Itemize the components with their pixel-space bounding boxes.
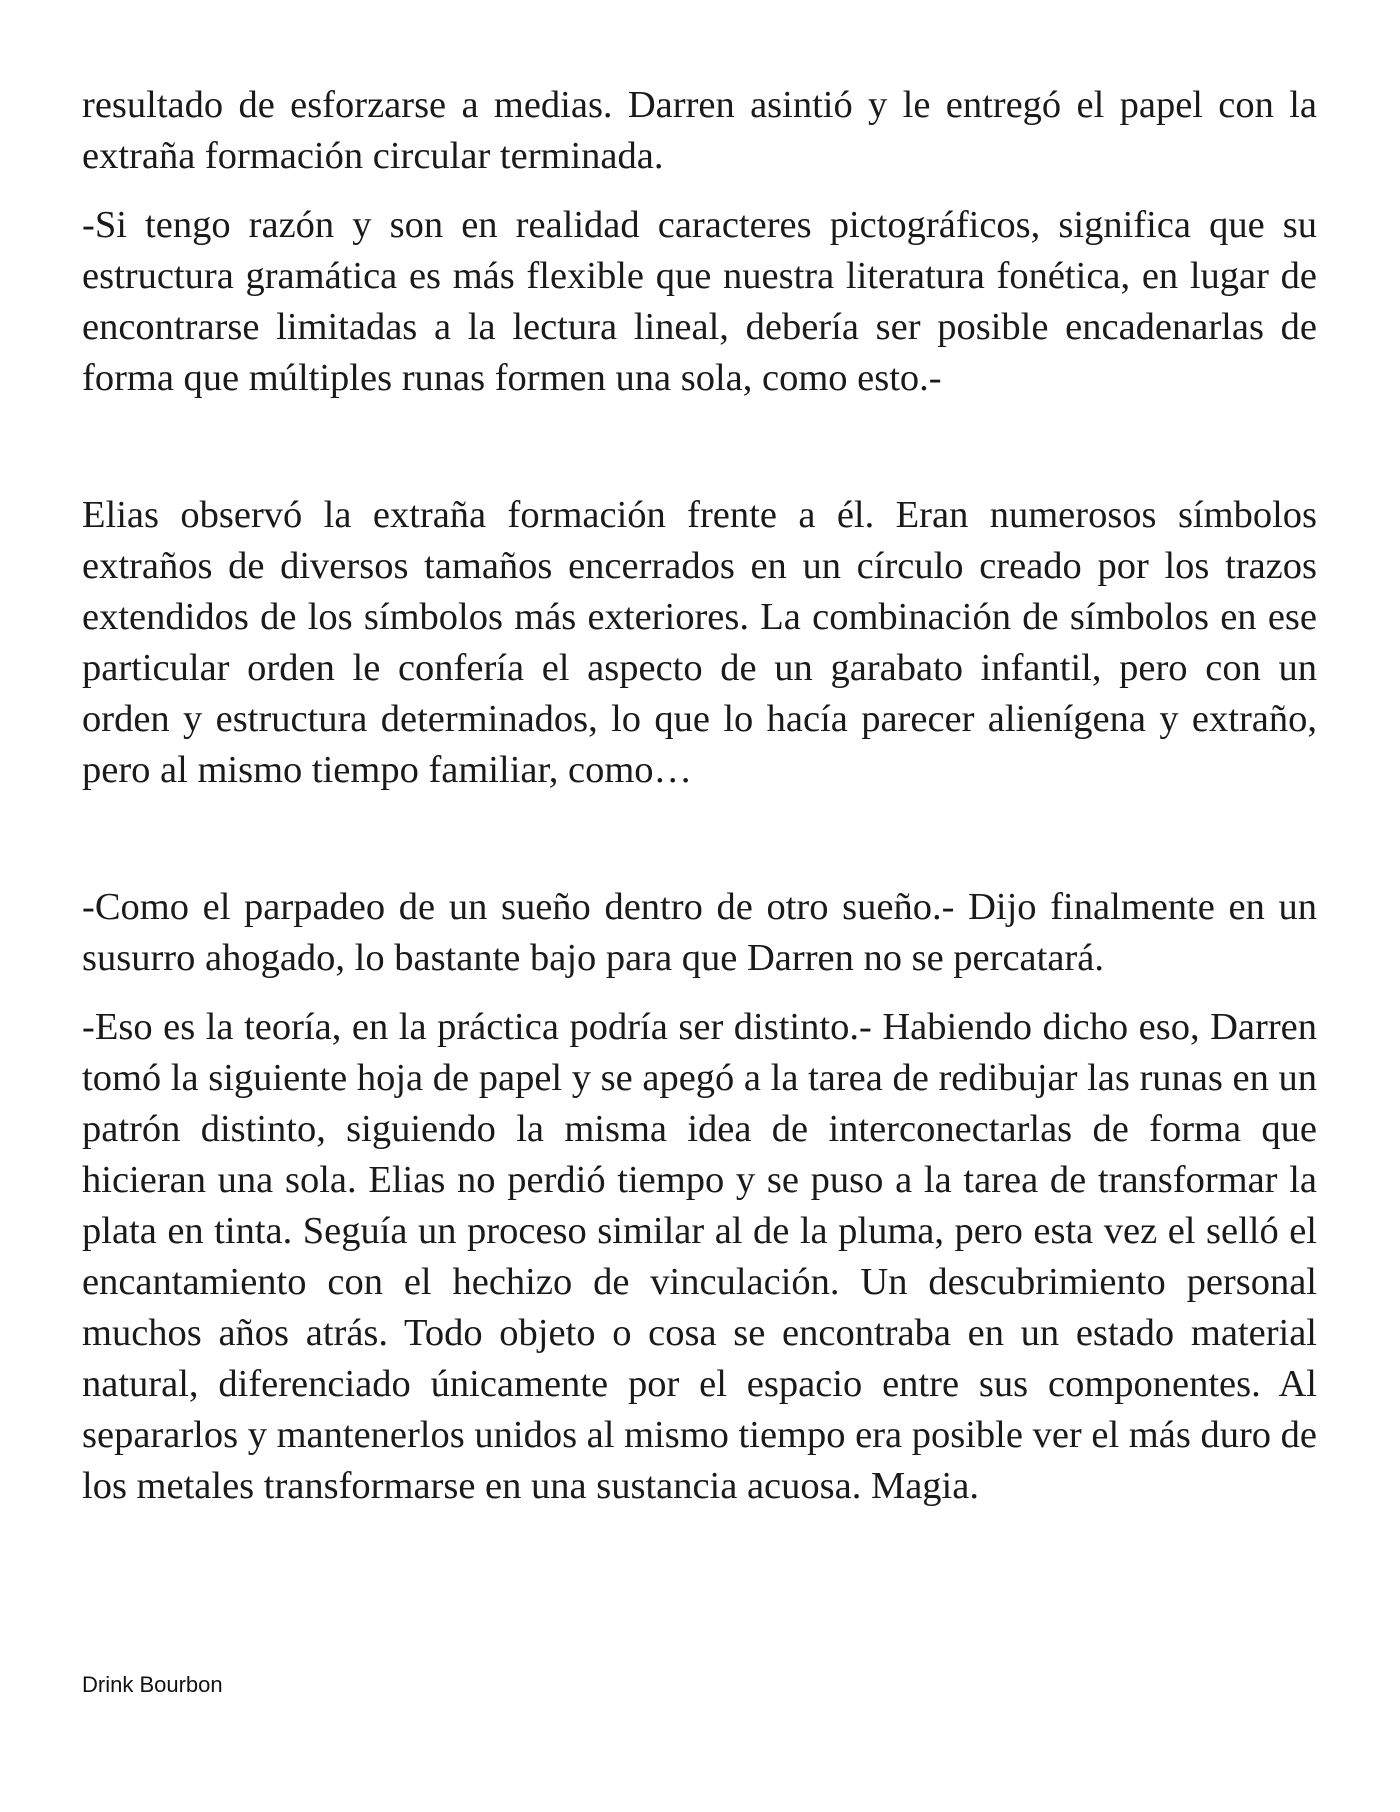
paragraph-4: -Como el parpadeo de un sueño dentro de otro sueño.- Dijo finalmente en un susurro ahogado, lo bastante bajo para que Darren no se percatará. — [82, 886, 1317, 979]
paragraph-2: -Si tengo razón y son en realidad caracteres pictográficos, significa que su estructura gramática es más flexible que nuestra literatura fonética, en lugar de encontrarse limitadas a la lectura lineal, debería ser posible encadenarlas de forma que múltiples runas formen una sola, como esto.- — [82, 204, 1317, 399]
paragraph-1: resultado de esforzarse a medias. Darren asintió y le entregó el papel con la extraña formación circular terminada. — [82, 84, 1317, 177]
footer-label: Drink Bourbon — [82, 1672, 223, 1697]
paragraph-5: -Eso es la teoría, en la práctica podría ser distinto.- Habiendo dicho eso, Darren tomó la siguiente hoja de papel y se apegó a la tarea de redibujar las runas en un patrón distinto, siguiendo la misma idea de interconectarlas de forma que hicieran una sola. Elias no perdió tiempo y se puso a la tarea de transformar la plata en tinta. Seguía un proceso similar al de la pluma, pero esta vez el selló el encantamiento con el hechizo de vinculación. Un descubrimiento personal muchos años atrás. Todo objeto o cosa se encontraba en un estado material natural, diferenciado únicamente por el espacio entre sus componentes. Al separarlos y mantenerlos unidos al mismo tiempo era posible ver el más duro de los metales transformarse en una sustancia acuosa. Magia. — [82, 1006, 1317, 1507]
body-text — [82, 80, 1317, 1512]
paragraph-3: Elias observó la extraña formación frente a él. Eran numerosos símbolos extraños de diversos tamaños encerrados en un círculo creado por los trazos extendidos de los símbolos más exteriores. La combinación de símbolos en ese particular orden le confería el aspecto de un garabato infantil, pero con un orden y estructura determinados, lo que lo hacía parecer alienígena y extraño, pero al mismo tiempo familiar, como… — [82, 494, 1317, 791]
